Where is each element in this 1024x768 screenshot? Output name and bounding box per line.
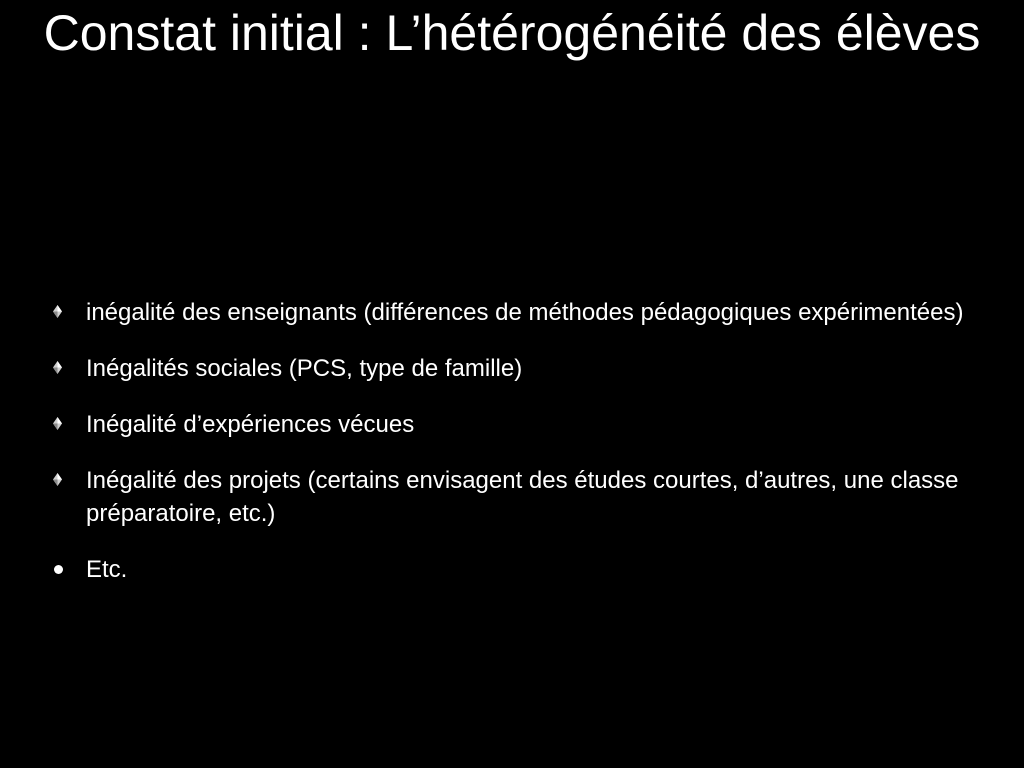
bullet-text: inégalité des enseignants (différences de méthodes pédagogiques expérimentées) [86,299,964,326]
bullet-item [50,408,980,441]
slide-title: Constat initial : L’hétérogénéité des élèves [43,5,981,61]
diamond-bullet-icon [53,417,62,430]
bullet-item [50,553,980,586]
diamond-bullet-icon [53,473,62,486]
round-bullet-icon [54,565,63,574]
bullet-text: Etc. [86,556,128,583]
bullet-item [50,352,980,385]
bullet-text: Inégalité des projets (certains envisagent des études courtes, d’autres, une classe préparatoire, etc.) [86,467,959,527]
bullet-text: Inégalité d’expériences vécues [86,411,415,438]
bullet-item [50,464,980,530]
bullet-text: Inégalités sociales (PCS, type de famille) [86,355,523,382]
diamond-bullet-icon [53,361,62,374]
diamond-bullet-icon [53,305,62,318]
bullet-item [50,296,980,329]
bullet-list [50,296,980,586]
